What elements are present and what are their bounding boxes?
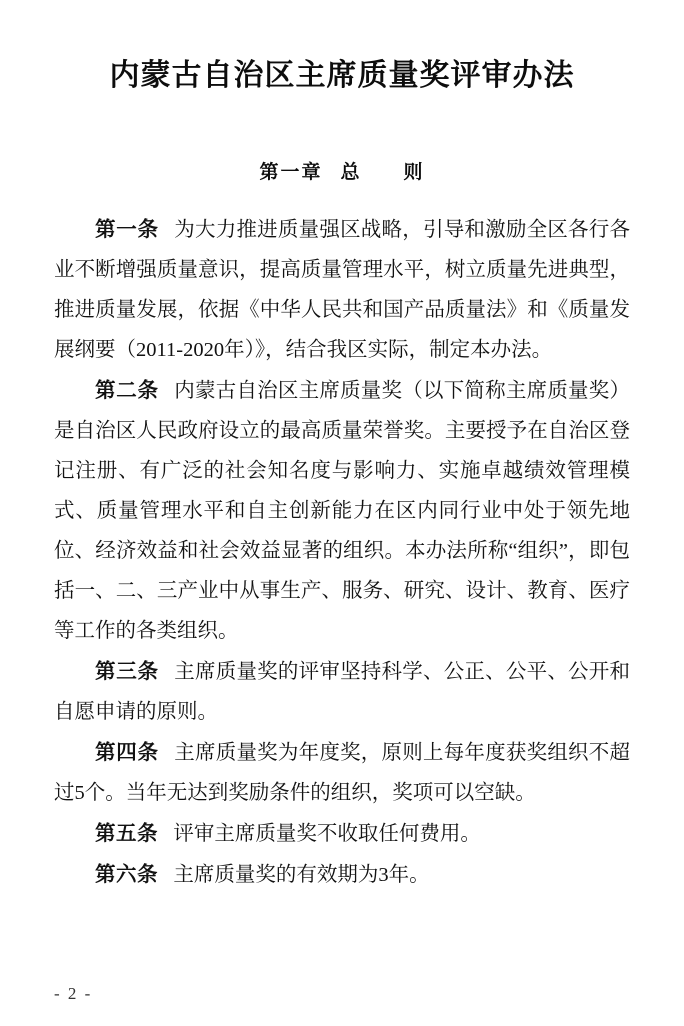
article-paragraph — [54, 855, 630, 895]
article-paragraph — [54, 371, 630, 651]
page-title: 内蒙古自治区主席质量奖评审办法 — [109, 59, 575, 92]
article-text: 内蒙古自治区主席质量奖（以下简称主席质量奖）是自治区人民政府设立的最高质量荣誉奖。主要授予在自治区登记注册、有广泛的社会知名度与影响力、实施卓越绩效管理模式、质量管理水平和自主创新能力在区内同行业中处于领先地位、经济效益和社会效益显著的组织。本办法所称“组织”，即包括一、二、三产业中从事生产、服务、研究、设计、教育、医疗等工作的各类组织。 — [54, 380, 631, 642]
article-label: 第五条 — [95, 823, 158, 845]
article-paragraph — [54, 652, 630, 732]
document-body — [54, 210, 630, 895]
article-text: 主席质量奖为年度奖，原则上每年度获奖组织不超过5个。当年无达到奖励条件的组织，奖项可以空缺。 — [54, 742, 631, 804]
article-label: 第四条 — [95, 742, 159, 764]
article-paragraph — [54, 814, 630, 854]
article-text: 主席质量奖的评审坚持科学、公正、公平、公开和自愿申请的原则。 — [54, 661, 631, 723]
article-text: 主席质量奖的有效期为3年。 — [173, 864, 430, 886]
document-page — [0, 56, 684, 1026]
chapter-heading — [54, 157, 630, 184]
page-number: - 2 - — [54, 984, 93, 1003]
article-label: 第二条 — [95, 380, 159, 402]
chapter-number: 第一章 — [259, 162, 323, 183]
chapter-name: 总 则 — [340, 162, 425, 183]
article-label: 第三条 — [95, 661, 159, 683]
article-text: 评审主席质量奖不收取任何费用。 — [173, 823, 481, 845]
article-label: 第一条 — [95, 219, 159, 241]
article-text: 为大力推进质量强区战略，引导和激励全区各行各业不断增强质量意识，提高质量管理水平，树立质量先进典型，推进质量发展，依据《中华人民共和国产品质量法》和《质量发展纲要（2011-2020年）》，结合我区实际，制定本办法。 — [54, 219, 631, 361]
article-paragraph — [54, 733, 630, 813]
article-label: 第六条 — [95, 864, 158, 886]
article-paragraph — [54, 210, 630, 370]
